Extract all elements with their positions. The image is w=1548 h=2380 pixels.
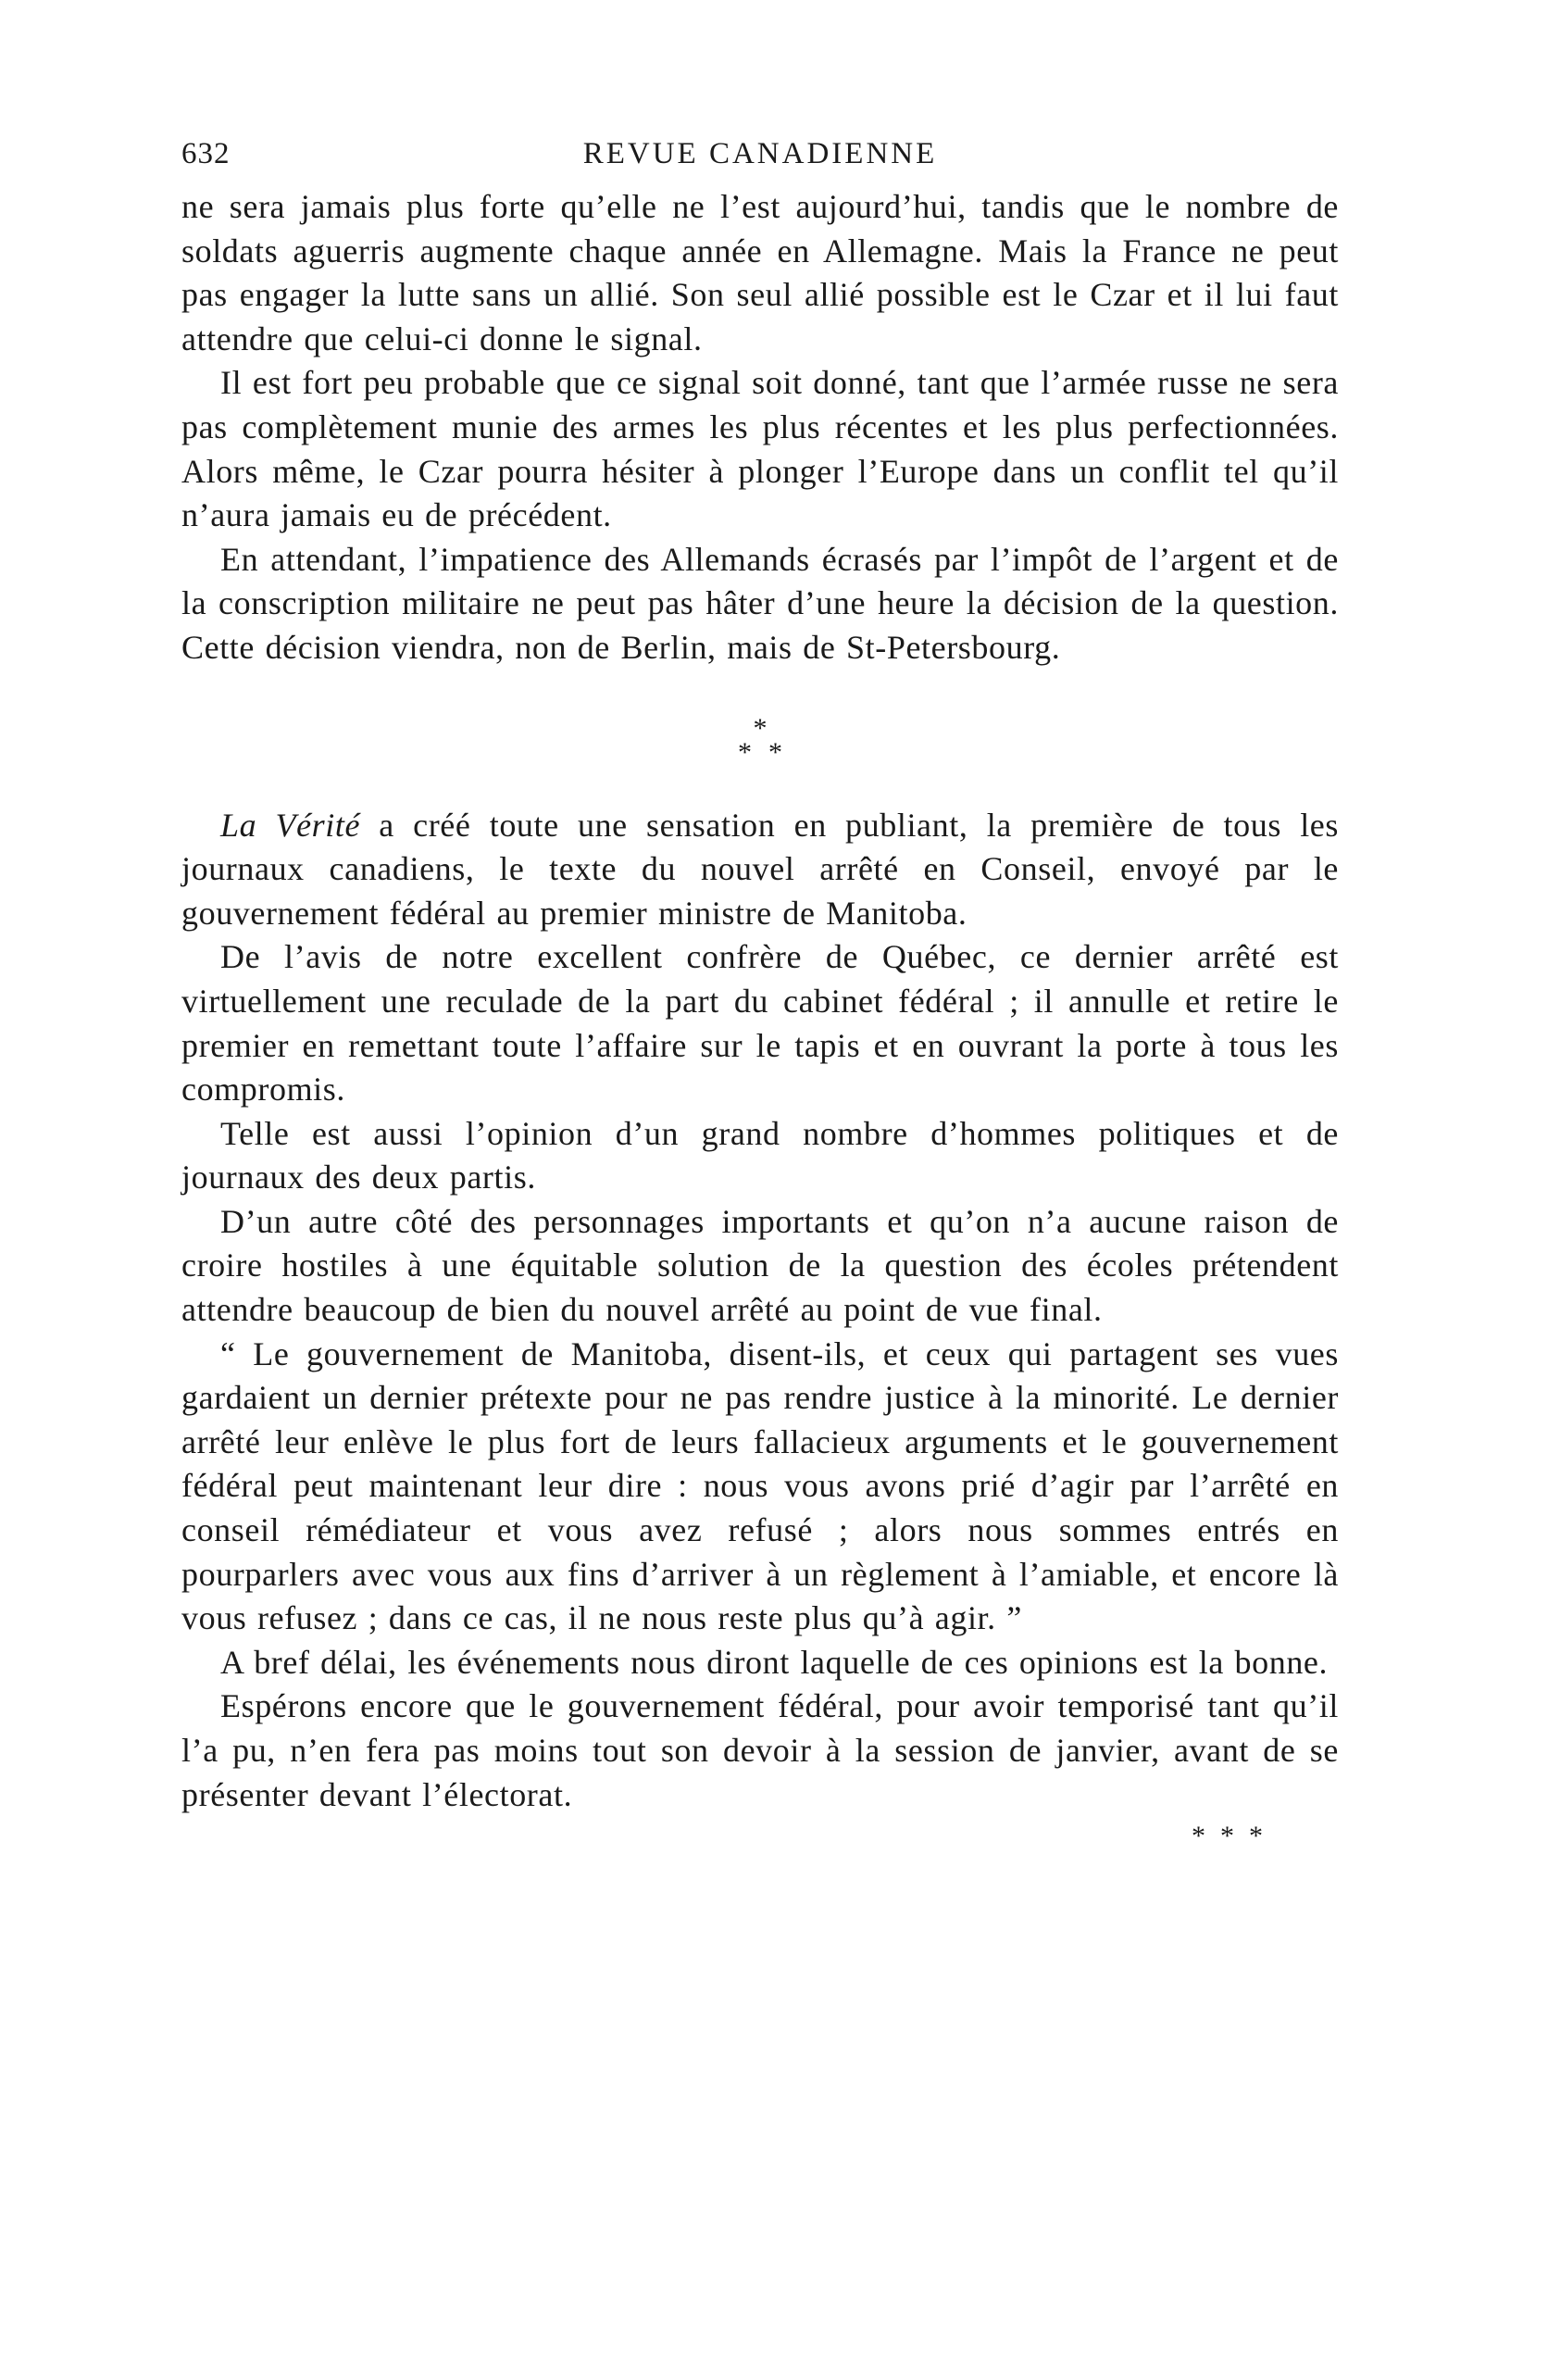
page-header: [181, 130, 1339, 185]
running-title: REVUE CANADIENNE: [582, 137, 938, 170]
asterism-separator: [181, 712, 1339, 768]
paragraph-rest: a créé toute une sensation en publiant, la première de tous les journaux canadiens, le texte du nouvel arrêté en Conseil, envoyé par le gouvernement fédéral au premier ministre de Manitoba.: [181, 806, 1339, 932]
paragraph: En attendant, l’impatience des Allemands écrasés par l’impôt de l’argent et de la conscription militaire ne peut pas hâter d’une heure la décision de la question. Cette décision viendra, non de Berlin, mais de St-Petersbourg.: [181, 540, 1339, 666]
page: [181, 130, 1339, 1852]
quoted-paragraph: “ Le gouvernement de Manitoba, disent-ils, et ceux qui partagent ses vues gardaient un dernier prétexte pour ne pas rendre justice à la minorité. Le dernier arrêté leur enlève le plus fort de leurs fallacieux arguments et le gouvernement fédéral peut maintenant leur dire : nous vous avons prié d’agir par l’arrêté en conseil rémédiateur et vous avez refusé ; alors nous sommes entrés en pourparlers avec vous aux fins d’arriver à un règlement à l’amiable, et encore là vous refusez ; dans ce cas, il ne nous reste plus qu’à agir. ”: [181, 1334, 1339, 1637]
paragraph: A bref délai, les événements nous diront laquelle de ces opinions est la bonne.: [220, 1643, 1329, 1681]
newspaper-title: La Vérité: [220, 806, 361, 844]
paragraph-continued: ne sera jamais plus forte qu’elle ne l’est aujourd’hui, tandis que le nombre de soldats aguerris augmente chaque année en Allemagne. Mais la France ne peut pas engager la lutte sans un allié. Son seul allié possible est le Czar et il lui faut attendre que celui-ci donne le signal.: [181, 188, 1339, 357]
paragraph: Il est fort peu probable que ce signal soit donné, tant que l’armée russe ne sera pas complètement munie des armes les plus récentes et les plus perfectionnées. Alors même, le Czar pourra hésiter à plonger l’Europe dans un conflit tel qu’il n’aura jamais eu de précédent.: [181, 364, 1339, 534]
end-asterisks: ***: [1192, 1821, 1278, 1852]
article-body: [181, 185, 1339, 1852]
asterism-top: *: [753, 712, 768, 744]
paragraph: Espérons encore que le gouvernement fédéral, pour avoir temporisé tant qu’il l’a pu, n’en fera pas moins tout son devoir à la session de janvier, avant de se présenter devant l’électorat.: [181, 1687, 1339, 1813]
paragraph: De l’avis de notre excellent confrère de Québec, ce dernier arrêté est virtuellement une reculade de la part du cabinet fédéral ; il annulle et retire le premier en remettant toute l’affaire sur le tapis et en ouvrant la porte à tous les compromis.: [181, 938, 1339, 1109]
paragraph: Telle est aussi l’opinion d’un grand nombre d’hommes politiques et de journaux des deux partis.: [181, 1114, 1339, 1196]
paragraph: D’un autre côté des personnages importants et qu’on n’a aucune raison de croire hostiles à une équitable solution de la question des écoles prétendent attendre beaucoup de bien du nouvel arrêté au point de vue final.: [181, 1202, 1339, 1329]
paragraph-la-verite: [181, 804, 1339, 936]
page-number: 632: [181, 137, 231, 170]
asterism-bottom: **: [738, 736, 799, 768]
